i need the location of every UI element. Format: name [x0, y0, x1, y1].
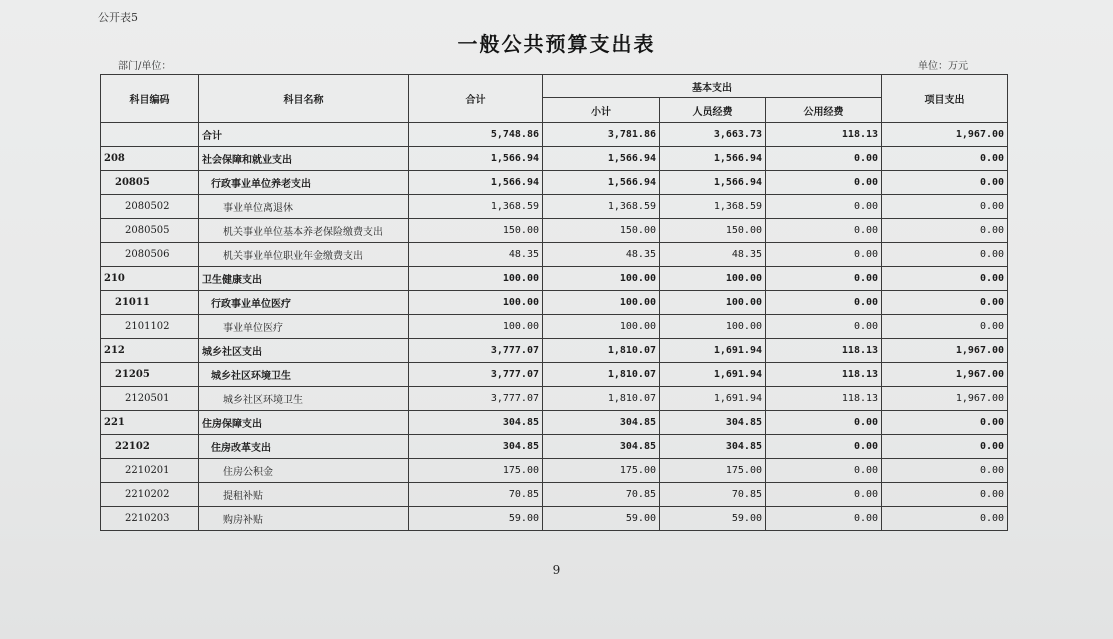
cell-name: 卫生健康支出 — [199, 267, 409, 291]
cell-subtotal: 175.00 — [543, 459, 660, 483]
cell-project: 0.00 — [882, 411, 1008, 435]
table-row — [101, 123, 1008, 147]
cell-subtotal: 70.85 — [543, 483, 660, 507]
cell-code — [101, 123, 199, 147]
cell-subtotal: 1,368.59 — [543, 195, 660, 219]
cell-name: 购房补贴 — [199, 507, 409, 531]
table-row — [101, 291, 1008, 315]
cell-personnel: 175.00 — [660, 459, 766, 483]
cell-code: 2080506 — [101, 243, 199, 267]
cell-public: 0.00 — [766, 219, 882, 243]
cell-public: 118.13 — [766, 123, 882, 147]
header-code: 科目编码 — [101, 75, 199, 123]
cell-public: 0.00 — [766, 507, 882, 531]
cell-personnel: 1,566.94 — [660, 147, 766, 171]
cell-project: 0.00 — [882, 195, 1008, 219]
cell-code: 208 — [101, 147, 199, 171]
cell-code: 2080505 — [101, 219, 199, 243]
cell-name: 提租补贴 — [199, 483, 409, 507]
cell-code: 212 — [101, 339, 199, 363]
cell-total: 150.00 — [409, 219, 543, 243]
cell-project: 0.00 — [882, 507, 1008, 531]
cell-personnel: 70.85 — [660, 483, 766, 507]
cell-name: 行政事业单位养老支出 — [199, 171, 409, 195]
cell-code: 2080502 — [101, 195, 199, 219]
table-row — [101, 411, 1008, 435]
cell-subtotal: 150.00 — [543, 219, 660, 243]
cell-name: 社会保障和就业支出 — [199, 147, 409, 171]
cell-public: 0.00 — [766, 243, 882, 267]
cell-project: 0.00 — [882, 243, 1008, 267]
cell-name: 合计 — [199, 123, 409, 147]
header-basic: 基本支出 — [543, 75, 882, 98]
cell-total: 3,777.07 — [409, 339, 543, 363]
table-number-label: 公开表5 — [98, 11, 138, 24]
table-row — [101, 435, 1008, 459]
page-title: 一般公共预算支出表 — [457, 32, 656, 56]
header-project: 项目支出 — [882, 75, 1008, 123]
cell-subtotal: 100.00 — [543, 267, 660, 291]
cell-project: 0.00 — [882, 315, 1008, 339]
table-row — [101, 267, 1008, 291]
cell-code: 21011 — [101, 291, 199, 315]
cell-code: 20805 — [101, 171, 199, 195]
cell-personnel: 100.00 — [660, 267, 766, 291]
cell-personnel: 48.35 — [660, 243, 766, 267]
cell-total: 3,777.07 — [409, 363, 543, 387]
cell-project: 0.00 — [882, 291, 1008, 315]
table-row — [101, 219, 1008, 243]
table-row — [101, 363, 1008, 387]
cell-personnel: 3,663.73 — [660, 123, 766, 147]
cell-subtotal: 304.85 — [543, 411, 660, 435]
header-subtotal: 小计 — [543, 98, 660, 123]
cell-personnel: 1,691.94 — [660, 339, 766, 363]
cell-project: 1,967.00 — [882, 363, 1008, 387]
cell-public: 0.00 — [766, 435, 882, 459]
cell-code: 2210203 — [101, 507, 199, 531]
header-name: 科目名称 — [199, 75, 409, 123]
cell-personnel: 1,691.94 — [660, 363, 766, 387]
cell-total: 100.00 — [409, 267, 543, 291]
table-row — [101, 339, 1008, 363]
cell-public: 0.00 — [766, 315, 882, 339]
table-row — [101, 483, 1008, 507]
cell-name: 行政事业单位医疗 — [199, 291, 409, 315]
cell-total: 1,566.94 — [409, 171, 543, 195]
header-personnel: 人员经费 — [660, 98, 766, 123]
cell-public: 118.13 — [766, 363, 882, 387]
cell-name: 城乡社区环境卫生 — [199, 363, 409, 387]
cell-code: 210 — [101, 267, 199, 291]
cell-subtotal: 1,566.94 — [543, 147, 660, 171]
cell-total: 304.85 — [409, 435, 543, 459]
cell-personnel: 150.00 — [660, 219, 766, 243]
cell-personnel: 100.00 — [660, 315, 766, 339]
cell-personnel: 59.00 — [660, 507, 766, 531]
page-number: 9 — [552, 563, 561, 577]
budget-table — [100, 74, 1008, 531]
table-row — [101, 315, 1008, 339]
cell-name: 事业单位离退休 — [199, 195, 409, 219]
cell-total: 3,777.07 — [409, 387, 543, 411]
cell-public: 0.00 — [766, 291, 882, 315]
cell-personnel: 1,566.94 — [660, 171, 766, 195]
unit-label: 单位：万元 — [918, 61, 968, 72]
cell-total: 1,566.94 — [409, 147, 543, 171]
cell-total: 304.85 — [409, 411, 543, 435]
cell-name: 住房公积金 — [199, 459, 409, 483]
table-row — [101, 171, 1008, 195]
cell-project: 1,967.00 — [882, 123, 1008, 147]
cell-name: 事业单位医疗 — [199, 315, 409, 339]
cell-project: 0.00 — [882, 435, 1008, 459]
cell-subtotal: 1,566.94 — [543, 171, 660, 195]
cell-total: 59.00 — [409, 507, 543, 531]
cell-subtotal: 304.85 — [543, 435, 660, 459]
cell-public: 0.00 — [766, 195, 882, 219]
cell-public: 0.00 — [766, 171, 882, 195]
cell-subtotal: 100.00 — [543, 291, 660, 315]
cell-personnel: 304.85 — [660, 411, 766, 435]
cell-subtotal: 1,810.07 — [543, 339, 660, 363]
cell-total: 100.00 — [409, 291, 543, 315]
cell-public: 0.00 — [766, 459, 882, 483]
cell-subtotal: 1,810.07 — [543, 363, 660, 387]
cell-code: 221 — [101, 411, 199, 435]
cell-subtotal: 59.00 — [543, 507, 660, 531]
cell-code: 2210202 — [101, 483, 199, 507]
cell-total: 100.00 — [409, 315, 543, 339]
cell-project: 0.00 — [882, 147, 1008, 171]
cell-total: 48.35 — [409, 243, 543, 267]
table-row — [101, 387, 1008, 411]
cell-subtotal: 100.00 — [543, 315, 660, 339]
cell-project: 1,967.00 — [882, 339, 1008, 363]
cell-project: 0.00 — [882, 171, 1008, 195]
cell-project: 0.00 — [882, 219, 1008, 243]
cell-public: 0.00 — [766, 147, 882, 171]
cell-name: 机关事业单位职业年金缴费支出 — [199, 243, 409, 267]
cell-name: 住房保障支出 — [199, 411, 409, 435]
cell-name: 机关事业单位基本养老保险缴费支出 — [199, 219, 409, 243]
cell-name: 住房改革支出 — [199, 435, 409, 459]
cell-personnel: 304.85 — [660, 435, 766, 459]
cell-code: 2120501 — [101, 387, 199, 411]
cell-total: 1,368.59 — [409, 195, 543, 219]
cell-project: 0.00 — [882, 267, 1008, 291]
cell-total: 70.85 — [409, 483, 543, 507]
cell-code: 2210201 — [101, 459, 199, 483]
cell-total: 175.00 — [409, 459, 543, 483]
cell-project: 1,967.00 — [882, 387, 1008, 411]
table-row — [101, 507, 1008, 531]
cell-code: 21205 — [101, 363, 199, 387]
cell-public: 118.13 — [766, 387, 882, 411]
cell-code: 2101102 — [101, 315, 199, 339]
cell-public: 0.00 — [766, 411, 882, 435]
cell-project: 0.00 — [882, 483, 1008, 507]
cell-personnel: 1,368.59 — [660, 195, 766, 219]
table-body — [101, 123, 1008, 531]
table-row — [101, 459, 1008, 483]
table-row — [101, 147, 1008, 171]
cell-public: 0.00 — [766, 267, 882, 291]
cell-name: 城乡社区环境卫生 — [199, 387, 409, 411]
cell-public: 0.00 — [766, 483, 882, 507]
cell-personnel: 1,691.94 — [660, 387, 766, 411]
department-label: 部门/单位： — [118, 61, 172, 72]
table-row — [101, 195, 1008, 219]
cell-subtotal: 3,781.86 — [543, 123, 660, 147]
header-total: 合计 — [409, 75, 543, 123]
cell-name: 城乡社区支出 — [199, 339, 409, 363]
cell-public: 118.13 — [766, 339, 882, 363]
cell-subtotal: 1,810.07 — [543, 387, 660, 411]
cell-code: 22102 — [101, 435, 199, 459]
cell-total: 5,748.86 — [409, 123, 543, 147]
table-row — [101, 243, 1008, 267]
cell-project: 0.00 — [882, 459, 1008, 483]
header-public: 公用经费 — [766, 98, 882, 123]
cell-subtotal: 48.35 — [543, 243, 660, 267]
cell-personnel: 100.00 — [660, 291, 766, 315]
